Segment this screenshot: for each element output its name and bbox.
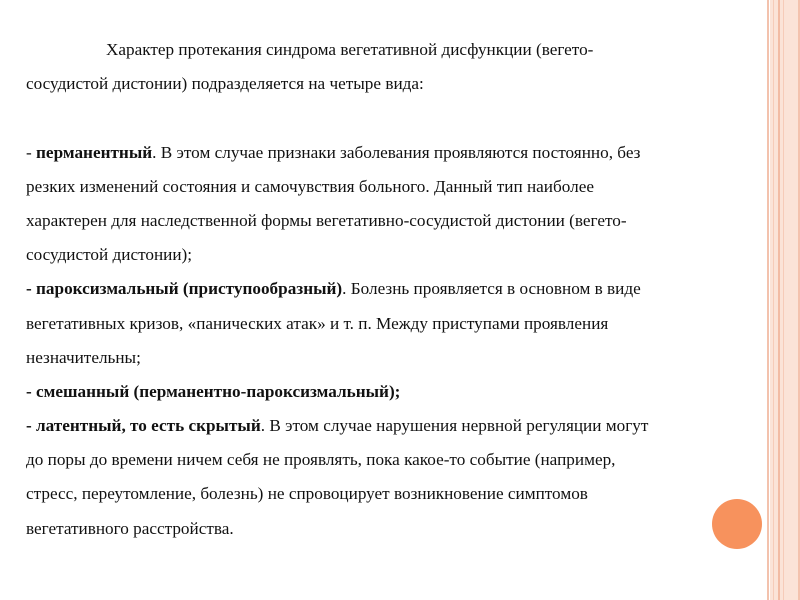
right-border-stripe: [767, 0, 769, 600]
type-term: - пароксизмальный (приступообразный): [26, 279, 343, 299]
type-permanent: [26, 136, 762, 170]
type-description-line: вегетативных кризов, «панических атак» и т. п. Между приступами проявления: [26, 313, 609, 333]
type-description-line: стресс, переутомление, болезнь) не спровоцирует возникновение симптомов: [26, 484, 588, 504]
type-description-line: вегетативного расстройства.: [26, 518, 234, 538]
type-mixed: [26, 375, 762, 409]
type-description-line: сосудистой дистонии);: [26, 245, 193, 265]
slide-body-text: [26, 33, 762, 546]
type-term: перманентный: [36, 142, 153, 162]
type-description-line: незначительны;: [26, 347, 141, 367]
type-term: - смешанный (перманентно-пароксизмальный);: [26, 381, 401, 401]
intro-line: Характер протекания синдрома вегетативной дисфункции (вегето-: [106, 40, 594, 59]
type-description-line: до поры до времени ничем себя не проявлять, пока какое-то событие (например,: [26, 450, 616, 470]
right-border-line: [783, 0, 784, 600]
right-border-line: [778, 0, 780, 600]
type-term: - латентный, то есть скрытый: [26, 416, 261, 436]
type-paroxysmal: [26, 272, 762, 306]
type-description: . В этом случае нарушения нервной регуляции могут: [260, 416, 649, 436]
type-description-line: характерен для наследственной формы вегетативно-сосудистой дистонии (вегето-: [26, 210, 627, 230]
type-description: . Болезнь проявляется в основном в виде: [342, 279, 641, 299]
intro-line: сосудистой дистонии) подразделяется на четыре вида:: [26, 74, 424, 94]
type-description: . В этом случае признаки заболевания проявляются постоянно, без: [152, 142, 641, 162]
blank-line: [26, 101, 762, 135]
type-latent: [26, 409, 762, 443]
type-prefix: -: [26, 142, 37, 162]
type-description-line: резких изменений состояния и самочувствия больного. Данный тип наиболее: [26, 176, 594, 196]
right-border-line: [773, 0, 774, 600]
right-border-band: [770, 0, 798, 600]
